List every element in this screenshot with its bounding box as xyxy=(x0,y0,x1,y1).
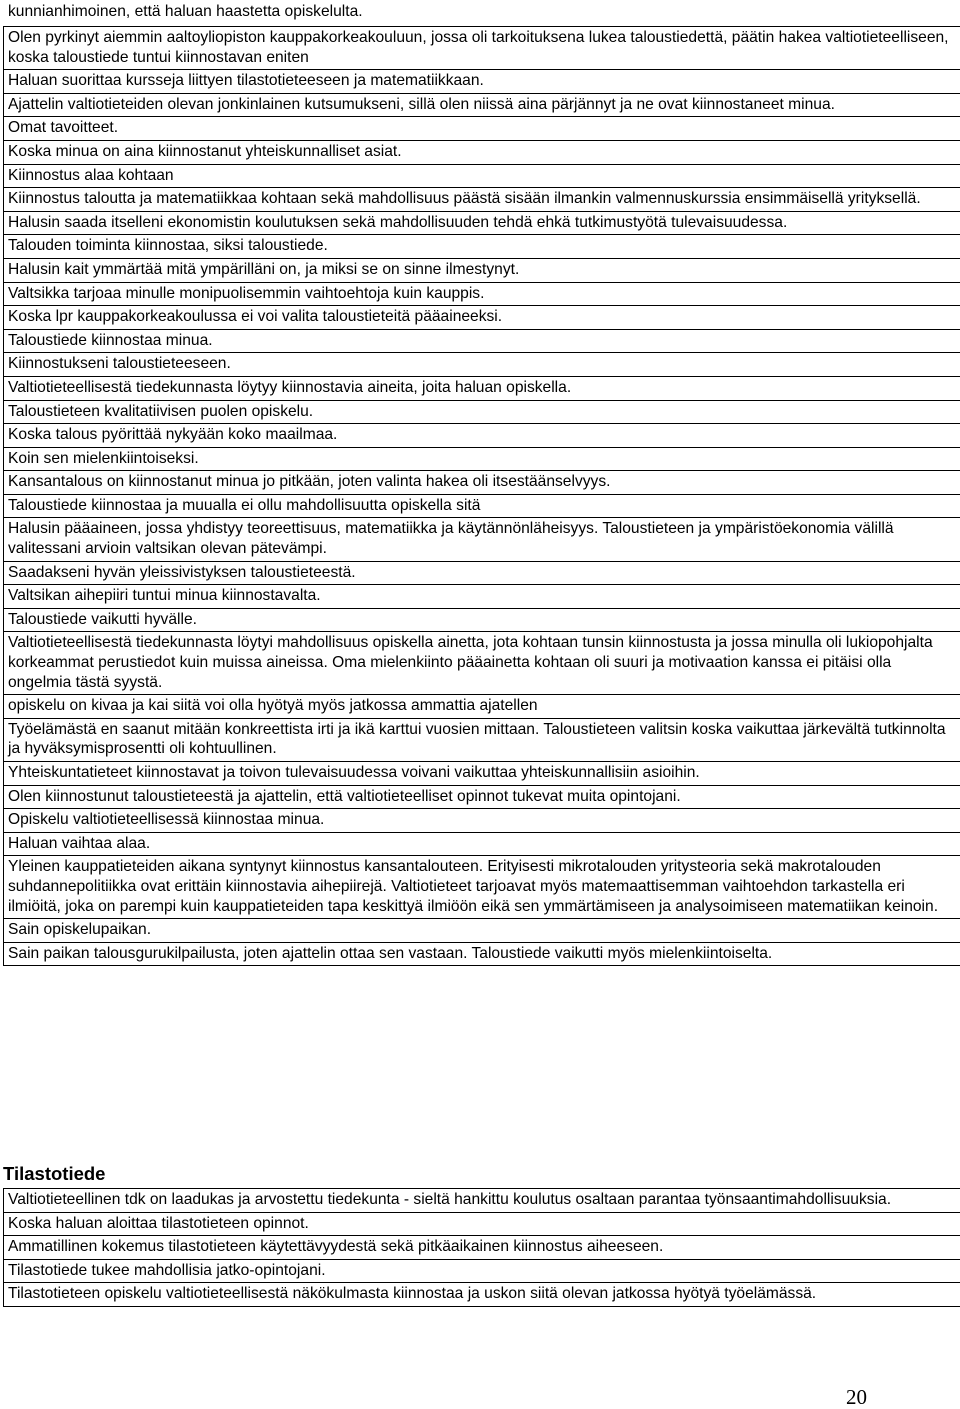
answer-cell: Valtiotieteellinen tdk on laadukas ja arvostettu tiedekunta - sieltä hankittu koulutus osaltaan parantaa työnsaantimahdollisuuksia. xyxy=(4,1189,960,1213)
answers-table-statistics xyxy=(3,1188,960,1307)
table-row xyxy=(4,585,960,609)
continued-answer-text: kunnianhimoinen, että haluan haastetta opiskelulta. xyxy=(8,3,363,20)
table-row xyxy=(4,919,960,943)
table-row xyxy=(4,400,960,424)
table-row xyxy=(4,1236,960,1260)
answer-cell: Halusin pääaineen, jossa yhdistyy teoreettisuus, matematiikka ja käytännönläheisyys. Taloustieteen ja ympäristöekonomia välillä valitessani arvioin valtsikan olevan pätevämpi. xyxy=(4,518,960,561)
answers-table-body xyxy=(4,1189,960,1307)
table-row xyxy=(4,608,960,632)
answer-cell: Koska minua on aina kiinnostanut yhteiskunnalliset asiat. xyxy=(4,140,960,164)
answer-cell: Tilastotieteen opiskelu valtiotieteellisestä näkökulmasta kiinnostaa ja uskon siitä olevan jatkossa hyötyä työelämässä. xyxy=(4,1283,960,1307)
answer-cell: Taloustieteen kvalitatiivisen puolen opiskelu. xyxy=(4,400,960,424)
table-row xyxy=(4,1259,960,1283)
answer-cell: Valtsikan aihepiiri tuntui minua kiinnostavalta. xyxy=(4,585,960,609)
answer-cell: Yleinen kauppatieteiden aikana syntynyt kiinnostus kansantalouteen. Erityisesti mikrotalouden yritysteoria sekä makrotalouden suhdannepolitiikka ovat erittäin kiinnostavia aihepiirejä. Valtiotieteet tarjoavat myös matemaattisemman vaihtoehdon tarkastella eri ilmiöitä, joka on parempi kuin kauppatieteiden tapa keskittyä ilmiöön eikä sen ymmärtämiseen ja analysoimiseen matematiikan keinoin. xyxy=(4,856,960,919)
table-row xyxy=(4,164,960,188)
answer-cell: Valtiotieteellisestä tiedekunnasta löytyy kiinnostavia aineita, joita haluan opiskella. xyxy=(4,376,960,400)
answer-cell: Valtiotieteellisestä tiedekunnasta löytyi mahdollisuus opiskella ainetta, jota kohtaan tunsin kiinnostusta ja jossa minulla oli lukiopohjalta korkeammat perustiedot kuin muissa aineissa. Oma mielenkiinto pääainetta kohtaan oli suuri ja motivaation kanssa ei pitäisi olla ongelmia tästä syystä. xyxy=(4,632,960,695)
table-row xyxy=(4,518,960,561)
answer-cell: Sain opiskelupaikan. xyxy=(4,919,960,943)
table-row xyxy=(4,140,960,164)
table-row xyxy=(4,632,960,695)
table-row xyxy=(4,353,960,377)
table-row xyxy=(4,856,960,919)
answer-cell: Omat tavoitteet. xyxy=(4,117,960,141)
section-heading-statistics: Tilastotiede xyxy=(3,1163,106,1184)
table-row xyxy=(4,27,960,70)
answers-table-economics xyxy=(3,26,960,966)
answer-cell: Koska talous pyörittää nykyään koko maailmaa. xyxy=(4,424,960,448)
table-row xyxy=(4,258,960,282)
table-row xyxy=(4,809,960,833)
table-row xyxy=(4,1212,960,1236)
table-row xyxy=(4,785,960,809)
answer-cell: Koska haluan aloittaa tilastotieteen opinnot. xyxy=(4,1212,960,1236)
answer-cell: Kiinnostus alaa kohtaan xyxy=(4,164,960,188)
answer-cell: Tilastotiede tukee mahdollisia jatko-opintojani. xyxy=(4,1259,960,1283)
answer-cell: Halusin kait ymmärtää mitä ympärilläni on, ja miksi se on sinne ilmestynyt. xyxy=(4,258,960,282)
table-row xyxy=(4,424,960,448)
answer-cell: Koin sen mielenkiintoiseksi. xyxy=(4,447,960,471)
answer-cell: Talouden toiminta kiinnostaa, siksi taloustiede. xyxy=(4,235,960,259)
table-row xyxy=(4,282,960,306)
answer-cell: Yhteiskuntatieteet kiinnostavat ja toivon tulevaisuudessa voivani vaikuttaa yhteiskunnallisiin asioihin. xyxy=(4,762,960,786)
table-row xyxy=(4,832,960,856)
answer-cell: Kansantalous on kiinnostanut minua jo pitkään, joten valinta hakea oli itsestäänselvyys. xyxy=(4,471,960,495)
answer-cell: Olen pyrkinyt aiemmin aaltoyliopiston kauppakorkeakouluun, jossa oli tarkoituksena lukea taloustiedettä, päätin hakea valtiotieteelliseen, koska taloustiede tuntui kiinnostavan eniten xyxy=(4,27,960,70)
table-row xyxy=(4,117,960,141)
answer-cell: Kiinnostukseni taloustieteeseen. xyxy=(4,353,960,377)
table-row xyxy=(4,494,960,518)
table-row xyxy=(4,93,960,117)
answer-cell: Ammatillinen kokemus tilastotieteen käytettävyydestä sekä pitkäaikainen kiinnostus aiheeseen. xyxy=(4,1236,960,1260)
answer-cell: opiskelu on kivaa ja kai siitä voi olla hyötyä myös jatkossa ammattia ajatellen xyxy=(4,695,960,719)
answer-cell: Halusin saada itselleni ekonomistin koulutuksen sekä mahdollisuuden tehdä ehkä tutkimustyötä tulevaisuudessa. xyxy=(4,211,960,235)
table-row xyxy=(4,718,960,761)
answer-cell: Sain paikan talousgurukilpailusta, joten ajattelin ottaa sen vastaan. Taloustiede vaikutti myös mielenkiintoiselta. xyxy=(4,942,960,966)
answer-cell: Opiskelu valtiotieteellisessä kiinnostaa minua. xyxy=(4,809,960,833)
table-row xyxy=(4,306,960,330)
answer-cell: Kiinnostus taloutta ja matematiikkaa kohtaan sekä mahdollisuus päästä sisään ilmankin valmennuskurssia ensimmäisellä yrityksellä. xyxy=(4,188,960,212)
table-row xyxy=(4,329,960,353)
answer-cell: Saadakseni hyvän yleissivistyksen taloustieteestä. xyxy=(4,561,960,585)
answer-cell: Olen kiinnostunut taloustieteestä ja ajattelin, että valtiotieteelliset opinnot tukevat muita opintojani. xyxy=(4,785,960,809)
answer-cell: Haluan vaihtaa alaa. xyxy=(4,832,960,856)
table-row xyxy=(4,211,960,235)
table-row xyxy=(4,235,960,259)
table-row xyxy=(4,376,960,400)
answer-cell: Työelämästä en saanut mitään konkreettista irti ja ikä karttui vuosien mittaan. Taloustieteen valitsin koska vaikuttaa järkevältä tutkinnolta ja hyväksymisprosentti oli kohtuullinen. xyxy=(4,718,960,761)
page-number: 20 xyxy=(846,1385,867,1409)
table-row xyxy=(4,471,960,495)
table-row xyxy=(4,188,960,212)
answers-table-body xyxy=(4,27,960,966)
table-row xyxy=(4,942,960,966)
table-row xyxy=(4,70,960,94)
answer-cell: Ajattelin valtiotieteiden olevan jonkinlainen kutsumukseni, sillä olen niissä aina pärjännyt ja ne ovat kiinnostaneet minua. xyxy=(4,93,960,117)
table-row xyxy=(4,1189,960,1213)
table-row xyxy=(4,695,960,719)
table-row xyxy=(4,1283,960,1307)
answer-cell: Koska lpr kauppakorkeakoulussa ei voi valita taloustieteitä pääaineeksi. xyxy=(4,306,960,330)
answer-cell: Taloustiede kiinnostaa ja muualla ei ollu mahdollisuutta opiskella sitä xyxy=(4,494,960,518)
answer-cell: Taloustiede kiinnostaa minua. xyxy=(4,329,960,353)
table-row xyxy=(4,762,960,786)
table-row xyxy=(4,561,960,585)
table-row xyxy=(4,447,960,471)
answer-cell: Valtsikka tarjoaa minulle monipuolisemmin vaihtoehtoja kuin kauppis. xyxy=(4,282,960,306)
answer-cell: Taloustiede vaikutti hyvälle. xyxy=(4,608,960,632)
answer-cell: Haluan suorittaa kursseja liittyen tilastotieteeseen ja matematiikkaan. xyxy=(4,70,960,94)
